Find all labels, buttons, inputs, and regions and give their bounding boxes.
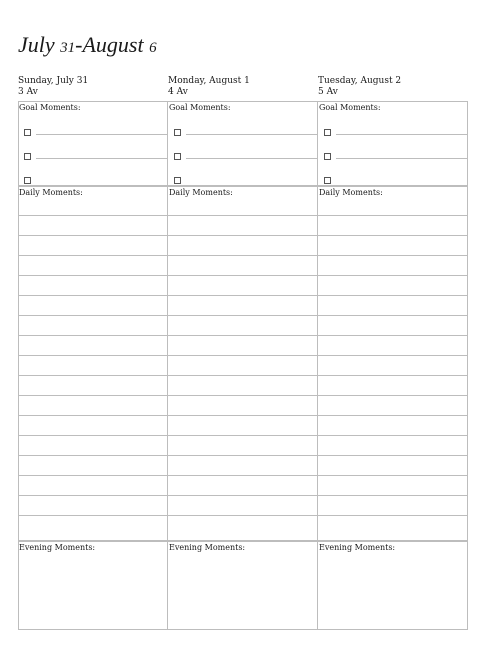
daily-write-line[interactable] bbox=[18, 295, 168, 296]
goal-section bbox=[168, 101, 318, 185]
daily-write-line[interactable] bbox=[318, 255, 468, 256]
evening-section-label: Evening Moments: bbox=[169, 543, 246, 552]
daily-write-line[interactable] bbox=[318, 315, 468, 316]
daily-write-line[interactable] bbox=[168, 475, 318, 476]
goal-write-line[interactable] bbox=[186, 134, 318, 135]
daily-write-line[interactable] bbox=[318, 515, 468, 516]
goal-checkbox[interactable] bbox=[174, 177, 181, 184]
daily-section-label: Daily Moments: bbox=[319, 188, 383, 197]
day-name: Monday, August 1 bbox=[168, 76, 250, 86]
daily-write-line[interactable] bbox=[18, 375, 168, 376]
daily-write-line[interactable] bbox=[18, 215, 168, 216]
title-day-start: 31 bbox=[60, 40, 76, 56]
goal-section-label: Goal Moments: bbox=[169, 103, 231, 112]
daily-section bbox=[18, 185, 168, 540]
daily-write-line[interactable] bbox=[168, 455, 318, 456]
goal-checkbox[interactable] bbox=[174, 153, 181, 160]
planner-grid bbox=[18, 101, 468, 630]
day-column-monday bbox=[168, 101, 318, 630]
goal-item[interactable] bbox=[168, 153, 318, 167]
goal-checkbox[interactable] bbox=[174, 129, 181, 136]
day-name: Tuesday, August 2 bbox=[318, 76, 402, 86]
daily-write-line[interactable] bbox=[18, 455, 168, 456]
daily-write-line[interactable] bbox=[18, 495, 168, 496]
daily-write-line[interactable] bbox=[18, 415, 168, 416]
evening-section[interactable] bbox=[18, 540, 168, 630]
grid-bottom-border bbox=[18, 629, 468, 630]
column-divider bbox=[467, 101, 468, 630]
daily-write-line[interactable] bbox=[18, 355, 168, 356]
title-day-end: 6 bbox=[149, 40, 157, 56]
goal-section-label: Goal Moments: bbox=[319, 103, 381, 112]
daily-write-line[interactable] bbox=[318, 375, 468, 376]
day-header-monday bbox=[168, 76, 250, 98]
goal-checkbox[interactable] bbox=[324, 177, 331, 184]
goal-item[interactable] bbox=[318, 153, 468, 167]
title-month-start: July bbox=[18, 32, 55, 57]
goal-write-line[interactable] bbox=[186, 158, 318, 159]
daily-write-line[interactable] bbox=[168, 275, 318, 276]
evening-section[interactable] bbox=[168, 540, 318, 630]
goal-checkbox[interactable] bbox=[24, 177, 31, 184]
evening-section-label: Evening Moments: bbox=[19, 543, 96, 552]
title-month-end: August bbox=[82, 32, 144, 57]
daily-write-line[interactable] bbox=[318, 275, 468, 276]
day-column-tuesday bbox=[318, 101, 468, 630]
daily-section-label: Daily Moments: bbox=[169, 188, 233, 197]
goal-checkbox[interactable] bbox=[324, 153, 331, 160]
daily-write-line[interactable] bbox=[18, 315, 168, 316]
evening-section-label: Evening Moments: bbox=[319, 543, 396, 552]
daily-write-line[interactable] bbox=[168, 315, 318, 316]
goal-write-line[interactable] bbox=[36, 134, 168, 135]
daily-write-line[interactable] bbox=[18, 235, 168, 236]
goal-item[interactable] bbox=[18, 129, 168, 143]
goal-checkbox[interactable] bbox=[24, 129, 31, 136]
daily-write-line[interactable] bbox=[318, 295, 468, 296]
day-hebrew-date: 4 Av bbox=[168, 87, 188, 97]
daily-write-line[interactable] bbox=[168, 375, 318, 376]
goal-checkbox[interactable] bbox=[24, 153, 31, 160]
daily-write-line[interactable] bbox=[168, 235, 318, 236]
daily-write-line[interactable] bbox=[318, 455, 468, 456]
goal-item[interactable] bbox=[168, 129, 318, 143]
daily-write-line[interactable] bbox=[18, 335, 168, 336]
daily-write-line[interactable] bbox=[318, 475, 468, 476]
goal-write-line[interactable] bbox=[36, 158, 168, 159]
goal-checkbox[interactable] bbox=[324, 129, 331, 136]
goal-section bbox=[18, 101, 168, 185]
daily-write-line[interactable] bbox=[18, 475, 168, 476]
title-separator: - bbox=[75, 32, 83, 57]
day-hebrew-date: 5 Av bbox=[318, 87, 338, 97]
daily-write-line[interactable] bbox=[168, 395, 318, 396]
daily-write-line[interactable] bbox=[318, 355, 468, 356]
daily-write-line[interactable] bbox=[18, 395, 168, 396]
daily-write-line[interactable] bbox=[168, 515, 318, 516]
daily-write-line[interactable] bbox=[168, 355, 318, 356]
daily-write-line[interactable] bbox=[168, 495, 318, 496]
daily-write-line[interactable] bbox=[168, 335, 318, 336]
daily-write-line[interactable] bbox=[18, 515, 168, 516]
column-divider bbox=[18, 101, 19, 630]
daily-write-line[interactable] bbox=[168, 215, 318, 216]
goal-section bbox=[318, 101, 468, 185]
goal-write-line[interactable] bbox=[336, 158, 468, 159]
page-title bbox=[18, 32, 157, 58]
daily-write-line[interactable] bbox=[168, 415, 318, 416]
daily-write-line[interactable] bbox=[318, 495, 468, 496]
goal-section-label: Goal Moments: bbox=[19, 103, 81, 112]
daily-write-line[interactable] bbox=[318, 335, 468, 336]
goal-item[interactable] bbox=[18, 153, 168, 167]
evening-section[interactable] bbox=[318, 540, 468, 630]
daily-write-line[interactable] bbox=[318, 435, 468, 436]
daily-write-line[interactable] bbox=[18, 275, 168, 276]
daily-section bbox=[318, 185, 468, 540]
day-header-sunday bbox=[18, 76, 88, 98]
daily-write-line[interactable] bbox=[318, 395, 468, 396]
daily-section bbox=[168, 185, 318, 540]
day-header-tuesday bbox=[318, 76, 401, 98]
daily-write-line[interactable] bbox=[168, 255, 318, 256]
day-hebrew-date: 3 Av bbox=[18, 87, 38, 97]
daily-write-line[interactable] bbox=[18, 255, 168, 256]
goal-write-line[interactable] bbox=[336, 134, 468, 135]
column-divider bbox=[317, 101, 318, 630]
day-name: Sunday, July 31 bbox=[18, 76, 89, 86]
daily-write-line[interactable] bbox=[318, 415, 468, 416]
daily-write-line[interactable] bbox=[318, 215, 468, 216]
daily-write-line[interactable] bbox=[168, 435, 318, 436]
daily-write-line[interactable] bbox=[18, 435, 168, 436]
day-column-sunday bbox=[18, 101, 168, 630]
daily-write-line[interactable] bbox=[168, 295, 318, 296]
daily-section-label: Daily Moments: bbox=[19, 188, 83, 197]
column-divider bbox=[167, 101, 168, 630]
daily-write-line[interactable] bbox=[318, 235, 468, 236]
goal-item[interactable] bbox=[318, 129, 468, 143]
